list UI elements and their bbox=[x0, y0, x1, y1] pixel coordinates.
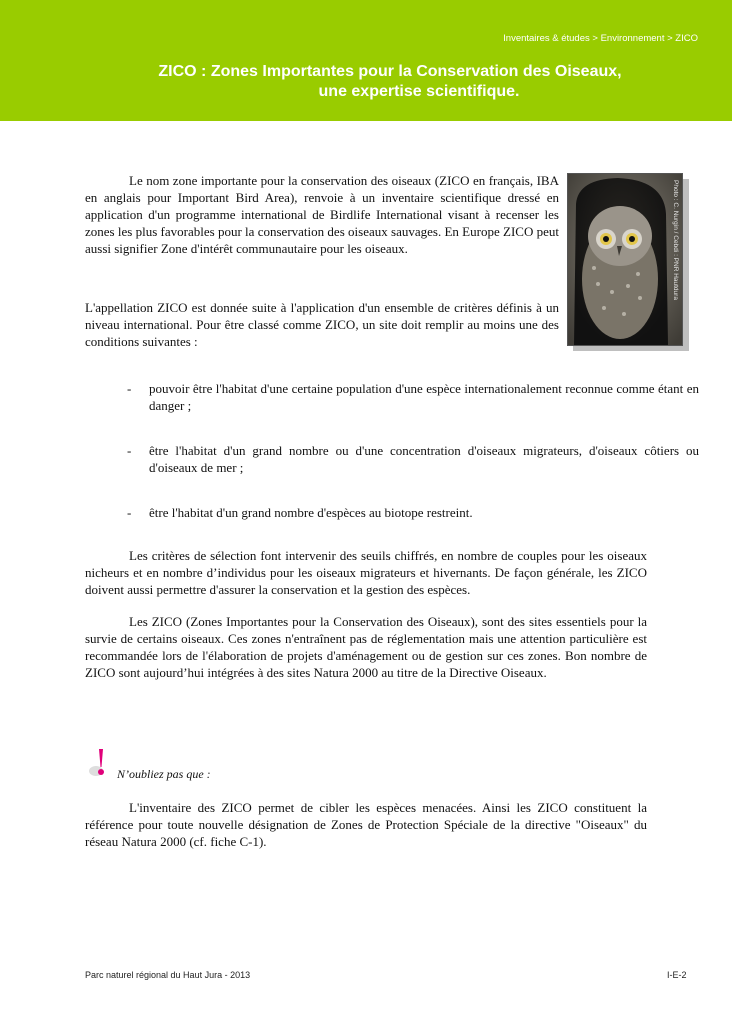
page-number: I-E-2 bbox=[667, 970, 687, 980]
bullet-mark: - bbox=[127, 381, 132, 396]
page-title-line-1: ZICO : Zones Importantes pour la Conservation des Oiseaux, bbox=[158, 63, 622, 80]
owl-photo bbox=[567, 173, 683, 346]
paragraph-conclusion: L'inventaire des ZICO permet de cibler les espèces menacées. Ainsi les ZICO constituent la référence pour toute nouvelle désignation de Zones de Protection Spéciale de la directive "Oiseaux" du réseau Natura 2000 (cf. fiche C-1). bbox=[85, 800, 647, 849]
breadcrumb: Inventaires & études > Environnement > ZICO bbox=[503, 33, 698, 44]
page-title-line-2: une expertise scientifique. bbox=[318, 83, 520, 100]
photo-credit: Photo : C. Nurgin / Cebdi : PNR Hautdura bbox=[672, 180, 679, 300]
paragraph-intro: Le nom zone importante pour la conservation des oiseaux (ZICO en français, IBA en anglais pour Important Bird Area), renvoie à un inventaire scientifique dressé en application d'un programme international de Birdlife International visant à recenser les zones les plus favorables pour la conservation des oiseaux sauvages. En Europe ZICO peut aussi signifier Zone d'intérêt communautaire pour les oiseaux. bbox=[85, 173, 559, 256]
list-item: pouvoir être l'habitat d'une certaine population d'une espèce internationalement reconnue comme étant en danger ; bbox=[149, 381, 699, 413]
header-banner bbox=[0, 0, 732, 121]
paragraph-criteria: L'appellation ZICO est donnée suite à l'application d'un ensemble de critères définis à un niveau international. Pour être classé comme ZICO, un site doit remplir au moins une des conditions suivantes : bbox=[85, 300, 559, 349]
paragraph-zico-sites: Les ZICO (Zones Importantes pour la Conservation des Oiseaux), sont des sites essentiels pour la survie de certains oiseaux. Ces zones n'entraînent pas de réglementation mais une attention particulière est recommandée lors de l'élaboration de projets d'aménagement ou de gestion sur ces zones. Bon nombre de ZICO sont aujourd’hui intégrées à des sites Natura 2000 au titre de la Directive Oiseaux. bbox=[85, 614, 647, 680]
footer-organization: Parc naturel régional du Haut Jura - 2013 bbox=[85, 970, 251, 980]
note-label: N’oubliez pas que : bbox=[117, 767, 211, 781]
list-item: être l'habitat d'un grand nombre d'espèces au biotope restreint. bbox=[149, 505, 473, 520]
paragraph-selection: Les critères de sélection font intervenir des seuils chiffrés, en nombre de couples pour les oiseaux nicheurs et en nombre d’individus pour les oiseaux migrateurs et hivernants. De façon générale, les ZICO doivent aussi permettre d'assurer la conservation et la gestion des espèces. bbox=[85, 548, 647, 597]
list-item: être l'habitat d'un grand nombre ou d'une concentration d'oiseaux migrateurs, d'oiseaux côtiers ou d'oiseaux de mer ; bbox=[149, 443, 699, 475]
bullet-mark: - bbox=[127, 443, 132, 458]
page-title bbox=[0, 62, 732, 102]
owl-image bbox=[568, 174, 682, 345]
exclamation-icon bbox=[87, 747, 113, 779]
bullet-mark: - bbox=[127, 505, 132, 520]
